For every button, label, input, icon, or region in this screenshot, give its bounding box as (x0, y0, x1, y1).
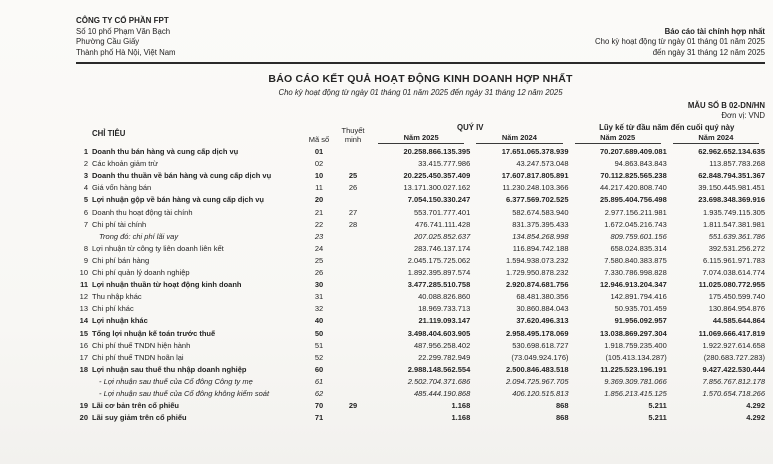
cell-q4-2025: 207.025.852.637 (413, 231, 471, 241)
row-number: 10 (79, 268, 88, 278)
row-note (334, 374, 372, 386)
row-label: Lãi suy giảm trên cổ phiếu (92, 413, 187, 423)
row-number: 3 (83, 171, 88, 181)
table-row (76, 168, 765, 180)
cell-q4-2025: 33.415.777.986 (418, 159, 471, 169)
cell-ytd-2024: 113.857.783.268 (709, 159, 765, 169)
letterhead (76, 16, 765, 64)
row-label: Lợi nhuận thuần từ hoạt động kinh doanh (92, 280, 242, 290)
table-row (76, 217, 765, 229)
row-code: 30 (314, 280, 324, 290)
cell-q4-2025: 7.054.150.330.247 (407, 195, 471, 205)
row-number: 12 (79, 292, 88, 302)
table-row (76, 386, 765, 398)
table-row (76, 313, 765, 325)
row-label: Lợi nhuận gộp về bán hàng và cung cấp dịch vụ (92, 195, 265, 205)
row-note (334, 362, 372, 374)
row-label: Doanh thu bán hàng và cung cấp dịch vụ (92, 147, 239, 157)
row-note (334, 156, 372, 168)
cell-q4-2024: 868 (555, 401, 569, 411)
report-meta-period-end: đến ngày 31 tháng 12 năm 2025 (652, 47, 765, 57)
row-number: 19 (79, 401, 88, 411)
col-header-q4-2024 (470, 133, 568, 144)
cell-ytd-2025: 5.211 (648, 413, 667, 423)
cell-q4-2024: 2.920.874.681.756 (505, 280, 569, 290)
cell-ytd-2024: 130.864.954.876 (708, 304, 765, 314)
row-label: Lợi nhuận từ công ty liên doanh liên kết (92, 243, 224, 253)
cell-ytd-2025: 44.217.420.808.740 (600, 183, 667, 193)
row-note (334, 338, 372, 350)
cell-q4-2024: 1.594.938.073.232 (505, 255, 569, 265)
row-number: 15 (79, 328, 88, 338)
cell-ytd-2024: 6.115.961.971.783 (702, 255, 765, 265)
cell-ytd-2024: 11.069.666.417.819 (698, 328, 765, 338)
row-label: Chi phí thuế TNDN hoãn lại (92, 352, 184, 362)
cell-q4-2024: 37.620.496.313 (516, 316, 569, 326)
year-label: Năm 2025 (378, 133, 464, 144)
row-code: 32 (314, 304, 324, 314)
cell-q4-2024: 17.651.065.378.939 (501, 147, 569, 157)
cell-q4-2024: 868 (555, 413, 569, 423)
row-note (334, 313, 372, 325)
table-row (76, 253, 765, 265)
table-row (76, 301, 765, 313)
row-number: 9 (83, 255, 88, 265)
cell-ytd-2024: 1.935.749.115.305 (702, 207, 765, 217)
row-note (334, 241, 372, 253)
col-header-ma-so: Mã số (308, 135, 330, 144)
row-label: Chi phí bán hàng (92, 255, 150, 265)
cell-ytd-2024: 175.450.599.740 (708, 292, 765, 302)
cell-q4-2025: 476.741.111.428 (415, 219, 471, 229)
cell-q4-2025: 2.502.704.371.686 (407, 376, 471, 386)
row-code: 26 (314, 268, 324, 278)
cell-ytd-2025: 2.977.156.211.981 (604, 207, 667, 217)
col-group-ytd: Lũy kế từ đầu năm đến cuối quý này (599, 123, 735, 132)
col-header-ytd-2024 (667, 133, 765, 144)
cell-q4-2025: 20.258.866.135.395 (403, 147, 471, 157)
row-label: Chi phí quản lý doanh nghiệp (92, 268, 190, 278)
row-code: 11 (315, 183, 323, 193)
page-title: BÁO CÁO KẾT QUẢ HOẠT ĐỘNG KINH DOANH HỢP NHẤT (268, 73, 573, 85)
cell-q4-2025: 1.168 (451, 413, 471, 423)
row-code: 40 (314, 316, 324, 326)
cell-q4-2024: 6.377.569.702.525 (505, 195, 569, 205)
cell-q4-2024: 43.247.573.048 (516, 159, 569, 169)
cell-ytd-2024: 551.639.361.786 (708, 231, 765, 241)
col-header-ytd-2025 (569, 133, 667, 144)
row-number: 20 (79, 413, 88, 423)
company-name: CÔNG TY CỔ PHẦN FPT (76, 16, 169, 25)
row-number: 16 (79, 340, 88, 350)
cell-q4-2025: 20.225.450.357.409 (403, 171, 471, 181)
cell-ytd-2025: 142.891.794.416 (610, 292, 667, 302)
row-code: 23 (314, 231, 324, 241)
row-code: 24 (314, 243, 324, 253)
cell-q4-2024: 530.698.618.727 (512, 340, 569, 350)
cell-ytd-2025: 9.369.309.781.066 (604, 376, 667, 386)
cell-q4-2025: 21.119.093.147 (418, 316, 471, 326)
table-row (76, 338, 765, 350)
row-note: 29 (348, 401, 358, 411)
row-number: 7 (83, 219, 88, 229)
income-statement-table (76, 123, 765, 422)
cell-ytd-2024: 4.292 (746, 401, 765, 411)
table-row (76, 180, 765, 192)
row-code: 62 (314, 388, 324, 398)
report-meta-period-start: Cho kỳ hoạt động từ ngày 01 tháng 01 năm 2025 (595, 37, 765, 46)
row-number: 14 (79, 316, 88, 326)
row-code: 10 (314, 171, 324, 181)
cell-ytd-2024: 7.074.038.614.774 (702, 268, 765, 278)
cell-ytd-2025: 809.759.601.156 (610, 231, 667, 241)
col-header-chi-tieu: CHỈ TIÊU (92, 129, 126, 138)
table-row (76, 374, 765, 386)
row-note (334, 301, 372, 313)
cell-ytd-2025: 12.946.913.204.347 (600, 280, 667, 290)
cell-q4-2025: 13.171.300.027.162 (403, 183, 471, 193)
row-code: 50 (314, 328, 324, 338)
cell-q4-2024: (73.049.924.176) (511, 352, 569, 362)
cell-ytd-2024: 1.922.927.614.658 (702, 340, 765, 350)
company-address-line: Phường Cầu Giấy (76, 37, 140, 46)
year-label: Năm 2024 (673, 133, 759, 144)
table-row (76, 204, 765, 216)
cell-q4-2025: 3.477.285.510.758 (407, 280, 471, 290)
cell-q4-2024: 68.481.380.356 (516, 292, 569, 302)
report-meta-title: Báo cáo tài chính hợp nhất (664, 26, 765, 36)
cell-q4-2025: 3.498.404.603.905 (407, 328, 471, 338)
row-label: - Lợi nhuận sau thuế của Cổ đông Công ty mẹ (99, 376, 253, 386)
cell-q4-2024: 134.854.268.998 (512, 231, 569, 241)
cell-ytd-2024: 62.848.794.351.367 (698, 171, 765, 181)
cell-ytd-2025: 1.856.213.415.125 (604, 388, 667, 398)
row-code: 31 (314, 292, 324, 302)
report-meta (595, 27, 765, 59)
cell-ytd-2024: 392.531.256.272 (708, 243, 765, 253)
cell-q4-2025: 553.701.777.401 (413, 207, 471, 217)
report-table-body (76, 144, 765, 422)
cell-ytd-2024: 4.292 (746, 413, 765, 423)
row-code: 22 (314, 219, 324, 229)
cell-q4-2024: 116.894.742.188 (512, 243, 569, 253)
cell-q4-2024: 30.860.884.043 (516, 304, 569, 314)
company-address-line: Thành phố Hà Nội, Việt Nam (76, 47, 176, 57)
cell-q4-2024: 406.120.515.813 (512, 388, 569, 398)
row-note: 26 (348, 183, 358, 193)
row-code: 01 (314, 147, 324, 157)
cell-ytd-2025: (105.413.134.287) (605, 352, 667, 362)
cell-ytd-2024: 44.585.644.864 (712, 316, 765, 326)
row-code: 60 (314, 364, 324, 374)
row-note (334, 253, 372, 265)
row-note (334, 350, 372, 362)
table-row (76, 325, 765, 337)
cell-q4-2025: 1.892.395.897.574 (407, 268, 471, 278)
row-number: 17 (79, 352, 88, 362)
cell-ytd-2025: 13.038.869.297.304 (600, 328, 667, 338)
table-row (76, 156, 765, 168)
cell-q4-2024: 2.094.725.967.705 (505, 376, 569, 386)
row-note: 28 (348, 219, 358, 229)
row-label: Chi phí khác (92, 304, 134, 314)
cell-ytd-2025: 94.863.843.843 (614, 159, 667, 169)
row-label: Thu nhập khác (92, 292, 142, 302)
cell-q4-2024: 2.500.846.483.518 (505, 364, 569, 374)
row-label: Các khoản giảm trừ (92, 159, 158, 169)
row-label: Tổng lợi nhuận kế toán trước thuế (92, 328, 216, 338)
row-number: 6 (83, 207, 88, 217)
year-label: Năm 2024 (476, 133, 562, 144)
cell-ytd-2025: 70.112.825.565.238 (600, 171, 667, 181)
cell-q4-2025: 487.956.258.402 (413, 340, 471, 350)
cell-q4-2025: 283.746.137.174 (413, 243, 471, 253)
cell-ytd-2024: 23.698.348.369.916 (698, 195, 765, 205)
row-number: 1 (83, 147, 88, 157)
row-note (334, 386, 372, 398)
row-code: 21 (314, 207, 324, 217)
cell-ytd-2024: 62.962.652.134.635 (698, 147, 765, 157)
row-label: Doanh thu hoạt động tài chính (92, 207, 193, 217)
cell-q4-2025: 2.988.148.562.554 (407, 364, 471, 374)
row-number: 11 (80, 280, 88, 290)
row-number (76, 229, 92, 241)
cell-ytd-2025: 11.225.523.196.191 (600, 364, 667, 374)
row-label: Lãi cơ bản trên cổ phiếu (92, 401, 180, 411)
row-note (334, 229, 372, 241)
cell-ytd-2025: 5.211 (648, 401, 667, 411)
row-number: 5 (83, 195, 88, 205)
cell-ytd-2025: 1.918.759.235.400 (604, 340, 667, 350)
cell-ytd-2025: 658.024.835.314 (610, 243, 667, 253)
table-row (76, 241, 765, 253)
row-note (334, 277, 372, 289)
page-subtitle: Cho kỳ hoạt động từ ngày 01 tháng 01 năm 2025 đến ngày 31 tháng 12 năm 2025 (278, 88, 563, 97)
row-label: Lợi nhuận khác (92, 316, 148, 326)
cell-q4-2024: 1.729.950.878.232 (505, 268, 569, 278)
title-block (76, 73, 765, 97)
row-code: 20 (314, 195, 324, 205)
cell-ytd-2024: 7.856.767.812.178 (702, 376, 765, 386)
row-note: 27 (348, 207, 358, 217)
cell-q4-2024: 831.375.395.433 (512, 219, 569, 229)
row-label: Giá vốn hàng bán (92, 183, 152, 193)
cell-ytd-2024: 1.811.547.381.981 (702, 219, 765, 229)
col-group-quarter: QUÝ IV (457, 123, 484, 132)
row-note (334, 144, 372, 156)
cell-q4-2025: 2.045.175.725.062 (407, 255, 471, 265)
row-code: 51 (314, 340, 324, 350)
cell-ytd-2024: 39.150.445.981.451 (698, 183, 765, 193)
cell-q4-2025: 22.299.782.949 (418, 352, 471, 362)
company-address-line: Số 10 phố Phạm Văn Bạch (76, 26, 171, 36)
cell-ytd-2025: 7.330.786.998.828 (604, 268, 667, 278)
row-label: Chi phí tài chính (92, 219, 147, 229)
company-block (76, 16, 176, 58)
table-row (76, 398, 765, 410)
row-number (76, 386, 92, 398)
table-row (76, 277, 765, 289)
row-code: 02 (314, 159, 324, 169)
cell-ytd-2025: 7.580.840.383.875 (604, 255, 667, 265)
currency-unit: Đơn vị: VND (721, 111, 765, 120)
cell-ytd-2024: (280.683.727.283) (703, 352, 765, 362)
cell-q4-2024: 11.230.248.103.366 (502, 183, 569, 193)
table-row (76, 265, 765, 277)
cell-ytd-2024: 9.427.422.530.444 (702, 364, 765, 374)
form-block (76, 101, 765, 121)
form-number: MẪU SỐ B 02-DN/HN (687, 101, 765, 110)
row-code: 25 (314, 255, 324, 265)
row-note (334, 265, 372, 277)
year-label: Năm 2025 (575, 133, 661, 144)
row-code: 61 (314, 376, 324, 386)
col-header-thuyet-minh: Thuyết minh (341, 126, 365, 144)
cell-ytd-2025: 70.207.689.409.081 (600, 147, 667, 157)
row-label: Doanh thu thuần về bán hàng và cung cấp dịch vụ (92, 171, 272, 181)
row-number: 2 (83, 159, 88, 169)
table-row (76, 192, 765, 204)
row-code: 70 (314, 401, 324, 411)
cell-q4-2025: 1.168 (451, 401, 471, 411)
cell-ytd-2025: 25.895.404.756.498 (600, 195, 667, 205)
table-header (76, 123, 765, 144)
table-row (76, 410, 765, 422)
row-number: 13 (79, 304, 88, 314)
col-header-row-number (76, 123, 92, 144)
cell-q4-2024: 2.958.495.178.069 (505, 328, 569, 338)
cell-ytd-2025: 50.935.701.459 (614, 304, 667, 314)
row-code: 71 (314, 413, 324, 423)
table-row (76, 144, 765, 156)
row-label: - Lợi nhuận sau thuế của Cổ đông không kiểm soát (99, 388, 270, 398)
row-note: 25 (348, 171, 358, 181)
row-note (334, 325, 372, 337)
row-label: Trong đó: chi phí lãi vay (99, 231, 179, 241)
cell-ytd-2024: 1.570.654.718.266 (702, 388, 765, 398)
cell-ytd-2025: 91.956.092.957 (614, 316, 667, 326)
row-number (76, 374, 92, 386)
row-number: 18 (79, 364, 88, 374)
row-note (334, 289, 372, 301)
table-row (76, 362, 765, 374)
table-row (76, 350, 765, 362)
cell-q4-2025: 40.088.826.860 (418, 292, 471, 302)
table-row (76, 289, 765, 301)
cell-ytd-2025: 1.672.045.216.743 (604, 219, 667, 229)
cell-ytd-2024: 11.025.080.772.955 (698, 280, 765, 290)
col-header-q4-2025 (372, 133, 470, 144)
row-note (334, 192, 372, 204)
cell-q4-2025: 485.444.190.868 (413, 388, 471, 398)
cell-q4-2025: 18.969.733.713 (418, 304, 471, 314)
cell-q4-2024: 582.674.583.940 (512, 207, 569, 217)
row-number: 4 (83, 183, 88, 193)
table-row (76, 229, 765, 241)
row-note (334, 410, 372, 422)
cell-q4-2024: 17.607.817.805.891 (501, 171, 569, 181)
row-code: 52 (314, 352, 324, 362)
row-number: 8 (83, 243, 88, 253)
row-label: Chi phí thuế TNDN hiện hành (92, 340, 191, 350)
row-label: Lợi nhuận sau thuế thu nhập doanh nghiệp (92, 364, 247, 374)
